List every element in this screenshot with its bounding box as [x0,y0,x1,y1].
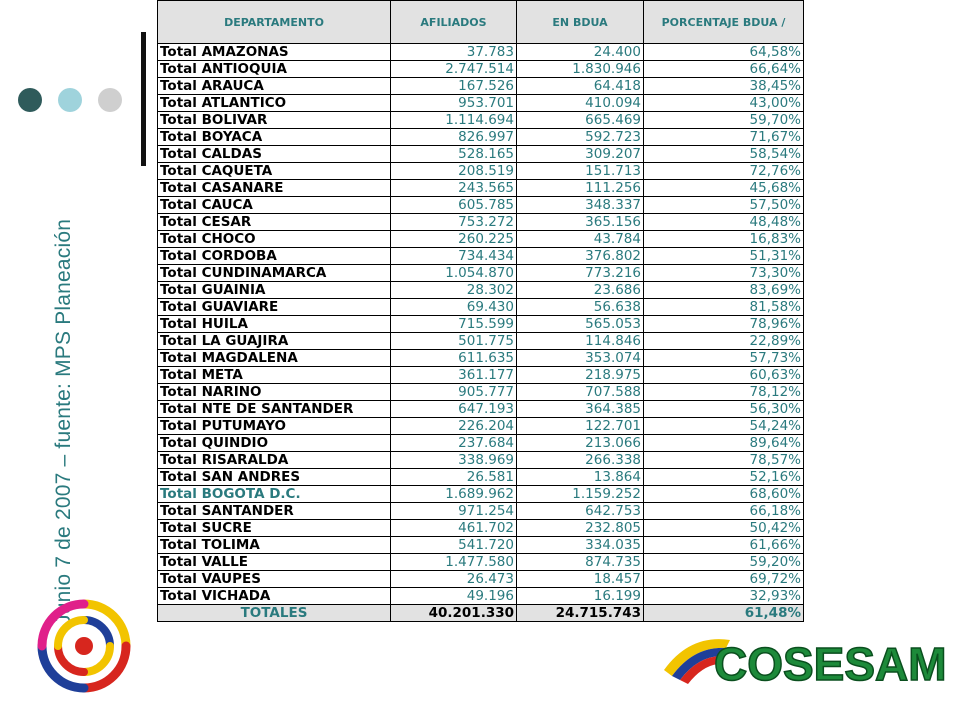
header-departamento: DEPARTAMENTO [158,1,391,44]
cell-porcentaje: 73,30% [644,265,804,282]
totals-row [158,605,804,622]
cell-departamento: Total ANTIOQUIA [158,61,391,78]
table-row [158,384,804,401]
cell-porcentaje: 56,30% [644,401,804,418]
cell-departamento: Total HUILA [158,316,391,333]
table-row [158,44,804,61]
spiral-logo-icon [34,596,134,696]
cell-porcentaje: 59,20% [644,554,804,571]
cell-en-bdua: 43.784 [517,231,644,248]
cell-en-bdua: 334.035 [517,537,644,554]
totals-porcentaje: 61,48% [644,605,804,622]
cell-afiliados: 37.783 [391,44,517,61]
table-row [158,248,804,265]
cell-porcentaje: 78,57% [644,452,804,469]
table-row [158,503,804,520]
cosesam-logo [660,626,947,692]
cell-afiliados: 461.702 [391,520,517,537]
cell-porcentaje: 38,45% [644,78,804,95]
table-row [158,146,804,163]
header-en-bdua: EN BDUA [517,1,644,44]
cell-afiliados: 605.785 [391,197,517,214]
cell-departamento: Total QUINDIO [158,435,391,452]
cell-departamento: Total META [158,367,391,384]
cell-afiliados: 715.599 [391,316,517,333]
table-row [158,367,804,384]
cell-porcentaje: 72,76% [644,163,804,180]
cell-en-bdua: 353.074 [517,350,644,367]
cell-porcentaje: 58,54% [644,146,804,163]
cell-departamento: Total CAQUETA [158,163,391,180]
cell-en-bdua: 232.805 [517,520,644,537]
table-row [158,299,804,316]
cell-en-bdua: 151.713 [517,163,644,180]
cell-en-bdua: 218.975 [517,367,644,384]
table-row [158,435,804,452]
table-row [158,180,804,197]
cell-afiliados: 1.054.870 [391,265,517,282]
cell-afiliados: 541.720 [391,537,517,554]
bdua-table [157,0,804,622]
cell-porcentaje: 71,67% [644,129,804,146]
cell-en-bdua: 56.638 [517,299,644,316]
table-row [158,418,804,435]
table-row [158,469,804,486]
cell-en-bdua: 707.588 [517,384,644,401]
cell-en-bdua: 64.418 [517,78,644,95]
table-row [158,95,804,112]
cell-departamento: Total CALDAS [158,146,391,163]
cell-en-bdua: 376.802 [517,248,644,265]
cell-porcentaje: 48,48% [644,214,804,231]
cell-departamento: Total AMAZONAS [158,44,391,61]
cell-departamento: Total BOYACA [158,129,391,146]
cell-departamento: Total VICHADA [158,588,391,605]
cell-en-bdua: 773.216 [517,265,644,282]
cell-porcentaje: 54,24% [644,418,804,435]
table-row [158,163,804,180]
cell-porcentaje: 57,50% [644,197,804,214]
cell-departamento: Total SAN ANDRES [158,469,391,486]
cell-en-bdua: 309.207 [517,146,644,163]
cell-en-bdua: 1.830.946 [517,61,644,78]
cell-afiliados: 226.204 [391,418,517,435]
table-row [158,78,804,95]
cell-porcentaje: 60,63% [644,367,804,384]
cell-afiliados: 753.272 [391,214,517,231]
cell-en-bdua: 365.156 [517,214,644,231]
cell-afiliados: 338.969 [391,452,517,469]
cell-afiliados: 237.684 [391,435,517,452]
table-body [158,44,804,605]
cell-afiliados: 208.519 [391,163,517,180]
cell-en-bdua: 364.385 [517,401,644,418]
totals-en-bdua: 24.715.743 [517,605,644,622]
dot-dark [18,88,42,112]
cell-en-bdua: 665.469 [517,112,644,129]
cell-afiliados: 1.689.962 [391,486,517,503]
cell-afiliados: 243.565 [391,180,517,197]
cell-departamento: Total BOLIVAR [158,112,391,129]
cell-afiliados: 167.526 [391,78,517,95]
cell-afiliados: 1.114.694 [391,112,517,129]
cell-afiliados: 1.477.580 [391,554,517,571]
cell-afiliados: 26.473 [391,571,517,588]
cell-afiliados: 2.747.514 [391,61,517,78]
cell-porcentaje: 64,58% [644,44,804,61]
cell-en-bdua: 16.199 [517,588,644,605]
cell-porcentaje: 59,70% [644,112,804,129]
cell-porcentaje: 89,64% [644,435,804,452]
table-row [158,554,804,571]
cell-departamento: Total CHOCO [158,231,391,248]
table-row [158,350,804,367]
cell-departamento: Total CESAR [158,214,391,231]
table-row [158,571,804,588]
dot-gray [98,88,122,112]
cell-afiliados: 905.777 [391,384,517,401]
source-caption: Junio 7 de 2007 – fuente: MPS Planeación [52,218,75,625]
table-row [158,231,804,248]
cell-departamento: Total VAUPES [158,571,391,588]
cell-afiliados: 69.430 [391,299,517,316]
cell-afiliados: 361.177 [391,367,517,384]
cell-departamento: Total GUAINIA [158,282,391,299]
cell-porcentaje: 16,83% [644,231,804,248]
cell-en-bdua: 266.338 [517,452,644,469]
table-row [158,537,804,554]
table-header-row [158,1,804,44]
totals-label: TOTALES [158,605,391,622]
table-row [158,452,804,469]
cell-afiliados: 26.581 [391,469,517,486]
table-row [158,486,804,503]
cell-departamento: Total MAGDALENA [158,350,391,367]
cell-departamento: Total SUCRE [158,520,391,537]
cell-porcentaje: 43,00% [644,95,804,112]
table-row [158,401,804,418]
cell-afiliados: 260.225 [391,231,517,248]
cell-porcentaje: 57,73% [644,350,804,367]
cell-porcentaje: 52,16% [644,469,804,486]
cell-porcentaje: 78,96% [644,316,804,333]
totals-afiliados: 40.201.330 [391,605,517,622]
cell-departamento: Total PUTUMAYO [158,418,391,435]
cell-departamento: Total CORDOBA [158,248,391,265]
cell-departamento: Total ARAUCA [158,78,391,95]
header-porcentaje: PORCENTAJE BDUA / [644,1,804,44]
dot-light-blue [58,88,82,112]
table-row [158,282,804,299]
table-row [158,61,804,78]
cell-porcentaje: 83,69% [644,282,804,299]
cell-departamento: Total BOGOTA D.C. [158,486,391,503]
cell-departamento: Total CASANARE [158,180,391,197]
table-row [158,520,804,537]
cell-porcentaje: 22,89% [644,333,804,350]
table-row [158,333,804,350]
table-row [158,197,804,214]
cell-porcentaje: 32,93% [644,588,804,605]
cell-porcentaje: 50,42% [644,520,804,537]
cell-en-bdua: 1.159.252 [517,486,644,503]
cell-en-bdua: 348.337 [517,197,644,214]
cell-porcentaje: 66,18% [644,503,804,520]
cell-en-bdua: 410.094 [517,95,644,112]
cell-afiliados: 49.196 [391,588,517,605]
cell-porcentaje: 61,66% [644,537,804,554]
cell-en-bdua: 874.735 [517,554,644,571]
cell-en-bdua: 122.701 [517,418,644,435]
decorative-dots [18,88,128,112]
cell-departamento: Total GUAVIARE [158,299,391,316]
cell-en-bdua: 592.723 [517,129,644,146]
cell-afiliados: 734.434 [391,248,517,265]
cosesam-logo-text: COSESAM [714,638,947,690]
cell-departamento: Total SANTANDER [158,503,391,520]
cell-departamento: Total NTE DE SANTANDER [158,401,391,418]
cell-departamento: Total ATLANTICO [158,95,391,112]
cell-afiliados: 28.302 [391,282,517,299]
table-row [158,112,804,129]
cell-afiliados: 528.165 [391,146,517,163]
cell-afiliados: 611.635 [391,350,517,367]
cell-porcentaje: 81,58% [644,299,804,316]
cell-afiliados: 647.193 [391,401,517,418]
cell-departamento: Total CAUCA [158,197,391,214]
cell-departamento: Total CUNDINAMARCA [158,265,391,282]
vertical-divider [141,32,146,166]
cell-porcentaje: 45,68% [644,180,804,197]
cell-afiliados: 971.254 [391,503,517,520]
table-row [158,588,804,605]
cell-departamento: Total TOLIMA [158,537,391,554]
bdua-table-container [157,0,803,622]
cell-porcentaje: 69,72% [644,571,804,588]
cell-en-bdua: 24.400 [517,44,644,61]
cell-en-bdua: 565.053 [517,316,644,333]
cell-porcentaje: 51,31% [644,248,804,265]
cell-afiliados: 501.775 [391,333,517,350]
cell-porcentaje: 66,64% [644,61,804,78]
cell-porcentaje: 78,12% [644,384,804,401]
cell-departamento: Total RISARALDA [158,452,391,469]
cell-en-bdua: 13.864 [517,469,644,486]
table-row [158,214,804,231]
header-afiliados: AFILIADOS [391,1,517,44]
cell-porcentaje: 68,60% [644,486,804,503]
table-row [158,129,804,146]
cell-en-bdua: 18.457 [517,571,644,588]
cell-departamento: Total VALLE [158,554,391,571]
cell-afiliados: 953.701 [391,95,517,112]
table-row [158,316,804,333]
cell-en-bdua: 642.753 [517,503,644,520]
table-row [158,265,804,282]
cell-departamento: Total LA GUAJIRA [158,333,391,350]
cell-en-bdua: 111.256 [517,180,644,197]
cell-en-bdua: 23.686 [517,282,644,299]
cell-afiliados: 826.997 [391,129,517,146]
cell-departamento: Total NARINO [158,384,391,401]
cell-en-bdua: 213.066 [517,435,644,452]
cell-en-bdua: 114.846 [517,333,644,350]
